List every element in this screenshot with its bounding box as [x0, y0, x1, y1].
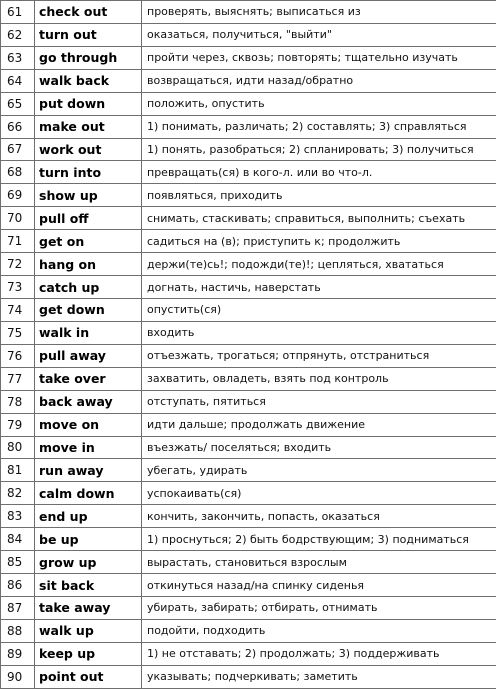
translation: 1) проснуться; 2) быть бодрствующим; 3) подниматься: [147, 532, 469, 546]
table-row: [0, 391, 496, 414]
phrasal-verb: hang on: [35, 253, 142, 275]
translation: убегать, удирать: [147, 463, 248, 477]
translation: 1) понять, разобраться; 2) спланировать; 3) получиться: [147, 142, 474, 156]
phrasal-verb: be up: [35, 528, 142, 550]
translation: въезжать/ поселяться; входить: [147, 440, 332, 454]
translation: успокаивать(ся): [147, 486, 242, 500]
table-row: [0, 482, 496, 505]
row-number: 83: [0, 505, 35, 527]
row-number: 70: [0, 207, 35, 229]
phrasal-verb: take away: [35, 597, 142, 619]
phrasal-verb: make out: [35, 116, 142, 138]
phrasal-verb: walk in: [35, 322, 142, 344]
translation: появляться, приходить: [147, 188, 283, 202]
table-row: [0, 47, 496, 70]
translation: превращать(ся) в кого-л. или во что-л.: [147, 165, 373, 179]
translation: входить: [147, 326, 195, 340]
translation: захватить, овладеть, взять под контроль: [147, 372, 389, 386]
translation: указывать; подчеркивать; заметить: [147, 670, 358, 684]
row-number: 84: [0, 528, 35, 550]
row-number: 90: [0, 666, 35, 688]
translation: пройти через, сквозь; повторять; тщательно изучать: [147, 51, 458, 65]
row-number: 61: [0, 1, 35, 23]
phrasal-verb: take over: [35, 368, 142, 390]
row-number: 66: [0, 116, 35, 138]
table-row: [0, 414, 496, 437]
phrasal-verb: keep up: [35, 643, 142, 665]
row-number: 85: [0, 551, 35, 573]
translation: идти дальше; продолжать движение: [147, 418, 366, 432]
table-row: [0, 666, 496, 689]
table-row: [0, 1, 496, 24]
translation: убирать, забирать; отбирать, отнимать: [147, 601, 378, 615]
row-number: 68: [0, 161, 35, 183]
table-row: [0, 574, 496, 597]
phrasal-verb: grow up: [35, 551, 142, 573]
phrasal-verb: pull away: [35, 345, 142, 367]
row-number: 71: [0, 230, 35, 252]
table-row: [0, 437, 496, 460]
translation: проверять, выяснять; выписаться из: [147, 5, 361, 19]
phrasal-verb: run away: [35, 459, 142, 481]
row-number: 89: [0, 643, 35, 665]
translation: положить, опустить: [147, 97, 265, 111]
translation: отъезжать, трогаться; отпрянуть, отстраниться: [147, 349, 430, 363]
row-number: 67: [0, 139, 35, 161]
row-number: 88: [0, 620, 35, 642]
table-row: [0, 116, 496, 139]
row-number: 78: [0, 391, 35, 413]
phrasal-verb: calm down: [35, 482, 142, 504]
table-row: [0, 597, 496, 620]
phrasal-verb: get on: [35, 230, 142, 252]
row-number: 65: [0, 93, 35, 115]
table-row: [0, 345, 496, 368]
row-number: 63: [0, 47, 35, 69]
phrasal-verb: turn out: [35, 24, 142, 46]
translation: возвращаться, идти назад/обратно: [147, 74, 354, 88]
translation: 1) понимать, различать; 2) составлять; 3) справляться: [147, 120, 467, 134]
phrasal-verb: walk back: [35, 70, 142, 92]
translation: садиться на (в); приступить к; продолжить: [147, 234, 401, 248]
table-row: [0, 161, 496, 184]
translation: откинуться назад/на спинку сиденья: [147, 578, 365, 592]
table-row: [0, 276, 496, 299]
table-row: [0, 551, 496, 574]
phrasal-verb: work out: [35, 139, 142, 161]
table-row: [0, 643, 496, 666]
row-number: 69: [0, 184, 35, 206]
phrasal-verb: move in: [35, 437, 142, 459]
table-row: [0, 368, 496, 391]
table-row: [0, 299, 496, 322]
row-number: 73: [0, 276, 35, 298]
row-number: 75: [0, 322, 35, 344]
phrasal-verb: turn into: [35, 161, 142, 183]
translation: оказаться, получиться, "выйти": [147, 28, 332, 42]
table-row: [0, 253, 496, 276]
phrasal-verb: move on: [35, 414, 142, 436]
row-number: 82: [0, 482, 35, 504]
row-number: 74: [0, 299, 35, 321]
row-number: 86: [0, 574, 35, 596]
row-number: 79: [0, 414, 35, 436]
phrasal-verb: get down: [35, 299, 142, 321]
translation: отступать, пятиться: [147, 395, 266, 409]
table-row: [0, 620, 496, 643]
phrasal-verb: end up: [35, 505, 142, 527]
table-row: [0, 70, 496, 93]
row-number: 76: [0, 345, 35, 367]
phrasal-verb: show up: [35, 184, 142, 206]
row-number: 87: [0, 597, 35, 619]
row-number: 72: [0, 253, 35, 275]
phrasal-verb: pull off: [35, 207, 142, 229]
phrasal-verb: back away: [35, 391, 142, 413]
table-row: [0, 528, 496, 551]
row-number: 77: [0, 368, 35, 390]
translation: опустить(ся): [147, 303, 222, 317]
phrasal-verb: check out: [35, 1, 142, 23]
translation: подойти, подходить: [147, 624, 266, 638]
table-row: [0, 459, 496, 482]
table-row: [0, 505, 496, 528]
translation: догнать, настичь, наверстать: [147, 280, 321, 294]
row-number: 62: [0, 24, 35, 46]
table-row: [0, 139, 496, 162]
phrasal-verb: catch up: [35, 276, 142, 298]
phrasal-verb: walk up: [35, 620, 142, 642]
table-row: [0, 207, 496, 230]
table-row: [0, 24, 496, 47]
translation: вырастать, становиться взрослым: [147, 555, 347, 569]
phrasal-verb: sit back: [35, 574, 142, 596]
phrasal-verb: point out: [35, 666, 142, 688]
phrasal-verb: go through: [35, 47, 142, 69]
row-number: 64: [0, 70, 35, 92]
table-row: [0, 184, 496, 207]
translation: кончить, закончить, попасть, оказаться: [147, 509, 380, 523]
row-number: 81: [0, 459, 35, 481]
table-row: [0, 93, 496, 116]
phrasal-verb: put down: [35, 93, 142, 115]
translation: держи(те)сь!; подожди(те)!; цепляться, хвататься: [147, 257, 444, 271]
translation: 1) не отставать; 2) продолжать; 3) поддерживать: [147, 647, 440, 661]
row-number: 80: [0, 437, 35, 459]
translation: снимать, стаскивать; справиться, выполнить; съехать: [147, 211, 466, 225]
table-row: [0, 230, 496, 253]
table-row: [0, 322, 496, 345]
